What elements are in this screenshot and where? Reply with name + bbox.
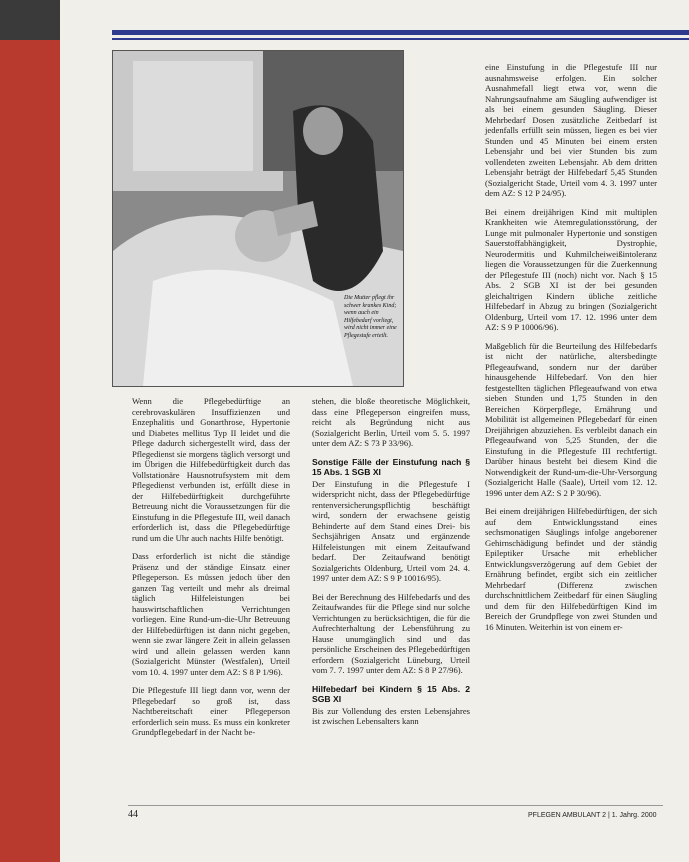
footer-rule xyxy=(128,805,663,806)
paragraph: stehen, die bloße theoretische Möglichkeit, dass eine Pflegeperson eingreifen muss, reicht als Begründung nicht aus (Sozialgericht Berlin, Urteil vom 5. 5. 1997 unter dem AZ: S 73 P 33/96). xyxy=(312,396,470,448)
paragraph: Wenn die Pflegebedürftige an cerebrovaskulären Insuffizienzen und Enzephalitis und Gonarthrose, Hypertonie und Diabetes mellitus Typ II leidet und die Pflege dadurch sichergestellt wird, dass der Pflegedienst sie morgens täglich versorgt und im Übrigen die Hilfebedürftigkeit durch das Vollstationäre Hausnotrufsystem mit dem Pflegedienst verbunden ist, erfüllt diese in der Hilfebedürftigkeit durchgeführte Betreuung nicht die Voraussetzungen für die Einstufung in die Pflegestufe III, weil danach erforderlich ist, dass die Pflegebedürftige rund um die Uhr auch nachts Hilfe benötigt. xyxy=(132,396,290,543)
paragraph: Die Pflegestufe III liegt dann vor, wenn der Pflegebedarf so groß ist, dass Nachtbereitschaft einer Pflegeperson erforderlich sein muss. Es muss ein konkreter Grundpflegebedarf in der Nacht be- xyxy=(132,685,290,737)
column-2 xyxy=(312,396,470,735)
top-blue-rule xyxy=(112,30,689,35)
page-number: 44 xyxy=(128,809,138,820)
paragraph: Bei einem dreijährigen Kind mit multiplen Krankheiten wie Atemregulationsstörung, der Lunge mit pulmonaler Hypertonie und sonstigen Sauerstoffabhängigkeit, Dystrophie, Neurodermitis und Kuhmilcheiweißintoleranz liegen die Voraussetzungen für die Zuerkennung der Pflegestufe III (noch) nicht vor. Nach § 15 Abs. 2 SGB XI ist der bei gesunden gleichaltrigen Kindern übliche zeitliche Hilfebedarf in Abzug zu bringen (Sozialgericht Oldenburg, Urteil vom 17. 12. 1996 unter dem AZ: S 9 P 10006/96). xyxy=(485,206,657,332)
paragraph: eine Einstufung in die Pflegestufe III nur ausnahmsweise erfolgen. Ein solcher Ausnahmefall liegt etwa vor, wenn die Nahrungsaufnahme am Säugling aufwendiger ist als bei einem gesunden Säugling. Dieser Mehrbedarf Dosen zusätzliche Zeitbedarf ist jedenfalls erfüllt sein müssen, liegen es bei vier Stunden und 45 Minuten bei einem ersten Lebensjahr und bei vier Stunden bis zum vollendeten zweiten Lebensjahr. Ab dem dritten Lebensjahr beträgt der Hilfebedarf 5,45 Stunden (Sozialgericht Stade, Urteil vom 4. 3. 1997 unter dem AZ: S 12 P 24/95). xyxy=(485,62,657,198)
paragraph: Dass erforderlich ist nicht die ständige Präsenz und der ständige Einsatz einer Pflegeperson. Es müssen jedoch über den ganzen Tag verteilt und mehr als dreimal täglich Hilfeleistungen bei hauswirtschaftlichen Verrichtungen vorliegen. Eine Rund-um-die-Uhr Betreuung der Hilfebedürftigen ist dann nicht gegeben, wenn sie zwar längere Zeit in allein gelassen wird und allein gelassen werden kann (Sozialgericht Münster (Westfalen), Urteil vom 10. 4. 1997 unter dem AZ: S 8 P 1/96). xyxy=(132,551,290,677)
paragraph: Der Einstufung in die Pflegestufe I widerspricht nicht, dass der Pflegebedürftige rentenversicherungspflichtig beschäftigt wird, sondern der erwachsene geistig Behinderte auf dem Stand eines Drei- bis Sechsjährigen Ansatz und ergänzende Hilfeleistungen mit einem Zeitaufwand bedarf. Der Zeitaufwand benötigt Sozialgerichts Oldenburg, Urteil vom 24. 4. 1997 unter dem AZ: S 9 P 10016/95). xyxy=(312,478,470,583)
top-blue-rule-thin xyxy=(112,38,689,40)
paragraph: Maßgeblich für die Beurteilung des Hilfebedarfs ist nicht der natürliche, altersbedingte Pflegeaufwand, sondern nur der darüber hinausgehende Hilfebedarf. Von den hier festgestellten täglichen Pflegeaufwand von etwa sieben Stunden und 1,75 Stunden in den Bereichen Körperpflege, Ernährung und Mobilität ist allgemeinen Pflegebedarf für einen Dreijährigen abzuziehen. Es verbleibt danach ein Pflegeaufwand von 5,25 Stunden, der die Einstufung in die Pflegestufe III rechtfertigt. Darüber hinaus besteht bei diesem Kind die Notwendigkeit der Rund-um-die-Uhr-Versorgung (Sozialgericht Halle (Saale), Urteil vom 12. 12. 1996 unter dem AZ: S 2 P 30/96). xyxy=(485,340,657,498)
column-1 xyxy=(132,396,290,746)
paragraph: Bis zur Vollendung des ersten Lebensjahres ist zwischen Lebensalters kann xyxy=(312,705,470,726)
section-heading: Sonstige Fälle der Einstufung nach § 15 Abs. 1 SGB XI xyxy=(312,456,470,477)
photo-caption: Die Mutter pflegt ihr schwer krankes Kind; wenn auch ein Hilfebedarf vorliegt, wird nicht immer eine Pflegestufe erteilt. xyxy=(344,295,397,339)
section-heading: Hilfebedarf bei Kindern § 15 Abs. 2 SGB XI xyxy=(312,683,470,704)
paragraph: Bei der Berechnung des Hilfebedarfs und des Zeitaufwandes für die Pflege sind nur solche Verrichtungen zu berücksichtigen, die für die Aufrechterhaltung der Lebensführung zu Hause unumgänglich sind und das persönliche Erscheinen des Pflegebedürftigen erfordern (Sozialgericht Lüneburg, Urteil vom 7. 7. 1997 unter dem AZ: S 8 P 27/96). xyxy=(312,591,470,675)
column-3 xyxy=(485,62,657,640)
paragraph: Bei einem dreijährigen Hilfebedürftigen, der sich auf dem Entwicklungsstand eines sechsmonatigen Säuglings infolge angeborener Gehirnschädigung befindet und der ständig Epileptiker Ursache mit erheblicher Entwicklungsverzögerung auf dem Gebiet der Ernährung befindet, ergibt sich ein zeitlicher Mehrbedarf (Differenz zwischen durchschnittlichem Zeitbedarf für einen Säugling und dem für den Hilfebedürftigen Kind im Bereich der Grundpflege von zwei Stunden und 16 Minuten. Weiterhin ist von einem er- xyxy=(485,506,657,632)
publication-footer: PFLEGEN AMBULANT 2 | 1. Jahrg. 2000 xyxy=(528,812,657,819)
